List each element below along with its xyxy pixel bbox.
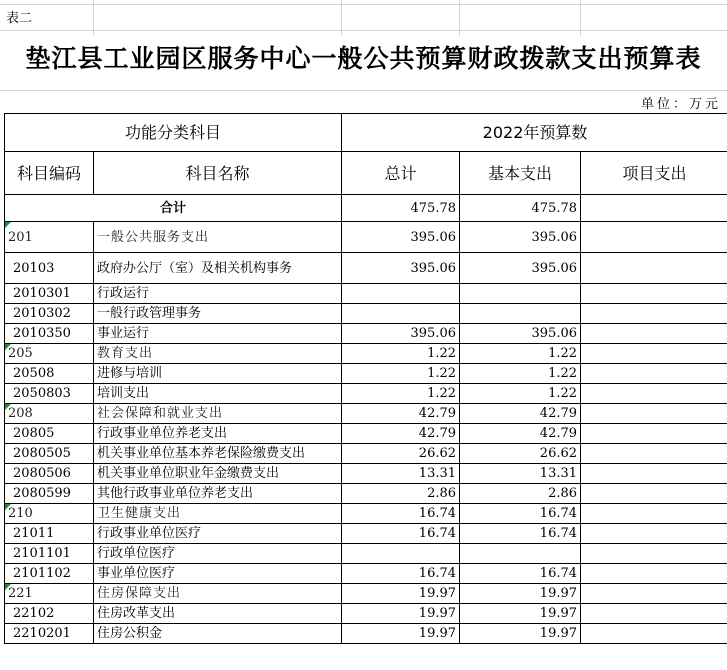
basic-cell[interactable]: 13.31 [460,464,581,484]
code-cell[interactable]: 22102 [5,604,94,624]
name-cell[interactable]: 一般行政管理事务 [94,304,342,324]
code-cell[interactable]: 205 [5,344,94,364]
header-budget-year[interactable]: 2022年预算数 [342,114,727,152]
sheet-label: 表二 [4,7,34,26]
code-cell[interactable]: 210 [5,504,94,524]
total-total[interactable]: 475.78 [342,195,460,222]
code-cell[interactable]: 2050803 [5,384,94,404]
project-cell[interactable] [581,564,727,584]
basic-cell[interactable]: 2.86 [460,484,581,504]
table-row [5,524,727,544]
header-basic[interactable]: 基本支出 [460,152,581,195]
name-cell[interactable]: 行政事业单位医疗 [94,524,342,544]
code-cell[interactable]: 2010301 [5,284,94,304]
unit-label: 单位：万元 [637,93,721,112]
table-row [5,604,727,624]
table-row [5,384,727,404]
total-cell[interactable] [342,284,460,304]
code-cell[interactable]: 221 [5,584,94,604]
table-row [5,444,727,464]
project-cell[interactable] [581,464,727,484]
table-row [5,504,727,524]
basic-cell[interactable] [460,304,581,324]
name-cell[interactable]: 一般公共服务支出 [94,222,342,253]
header-total[interactable]: 总计 [342,152,460,195]
cell-comment-flag-icon [5,584,11,590]
basic-cell[interactable]: 19.97 [460,624,581,644]
total-cell[interactable]: 16.74 [342,524,460,544]
name-cell[interactable]: 进修与培训 [94,364,342,384]
total-cell[interactable]: 395.06 [342,253,460,284]
total-cell[interactable]: 13.31 [342,464,460,484]
basic-cell[interactable]: 19.97 [460,604,581,624]
name-cell[interactable]: 事业运行 [94,324,342,344]
code-cell[interactable]: 2010350 [5,324,94,344]
basic-cell[interactable]: 19.97 [460,584,581,604]
basic-cell[interactable]: 16.74 [460,504,581,524]
name-cell[interactable]: 培训支出 [94,384,342,404]
project-cell[interactable] [581,504,727,524]
project-cell[interactable] [581,444,727,464]
total-cell[interactable]: 1.22 [342,344,460,364]
name-cell[interactable]: 政府办公厅（室）及相关机构事务 [94,253,342,284]
table-row [5,624,727,644]
table-row [5,484,727,504]
table-row [5,284,727,304]
basic-cell[interactable]: 395.06 [460,253,581,284]
name-cell[interactable]: 行政事业单位养老支出 [94,424,342,444]
table-row [5,404,727,424]
project-cell[interactable] [581,253,727,284]
basic-cell[interactable] [460,284,581,304]
table-row [5,544,727,564]
total-cell[interactable]: 26.62 [342,444,460,464]
total-cell[interactable]: 16.74 [342,564,460,584]
basic-cell[interactable]: 16.74 [460,524,581,544]
table-row [5,344,727,364]
table-row [5,364,727,384]
total-cell[interactable]: 42.79 [342,404,460,424]
code-cell[interactable]: 21011 [5,524,94,544]
name-cell[interactable]: 住房公积金 [94,624,342,644]
code-cell[interactable]: 2080599 [5,484,94,504]
basic-cell[interactable]: 16.74 [460,564,581,584]
total-cell[interactable]: 19.97 [342,624,460,644]
table-row [5,424,727,444]
name-cell[interactable]: 住房改革支出 [94,604,342,624]
project-cell[interactable] [581,344,727,364]
basic-cell[interactable]: 395.06 [460,324,581,344]
code-cell[interactable]: 2210201 [5,624,94,644]
project-cell[interactable] [581,324,727,344]
total-cell[interactable]: 42.79 [342,424,460,444]
header-code[interactable]: 科目编码 [5,152,94,195]
total-cell[interactable]: 395.06 [342,222,460,253]
table-row [5,222,727,253]
code-cell[interactable]: 201 [5,222,94,253]
code-cell[interactable]: 2101102 [5,564,94,584]
total-cell[interactable]: 1.22 [342,384,460,404]
basic-cell[interactable]: 42.79 [460,424,581,444]
code-cell[interactable]: 20805 [5,424,94,444]
project-cell[interactable] [581,304,727,324]
total-cell[interactable]: 19.97 [342,584,460,604]
code-cell[interactable]: 2080506 [5,464,94,484]
total-cell[interactable] [342,544,460,564]
header-name[interactable]: 科目名称 [94,152,342,195]
project-cell[interactable] [581,484,727,504]
code-cell[interactable]: 2101101 [5,544,94,564]
project-cell[interactable] [581,404,727,424]
total-row [5,195,727,222]
page-title: 垫江县工业园区服务中心一般公共预算财政拨款支出预算表 [0,36,727,82]
project-cell[interactable] [581,624,727,644]
name-cell[interactable]: 行政单位医疗 [94,544,342,564]
project-cell[interactable] [581,364,727,384]
name-cell[interactable]: 社会保障和就业支出 [94,404,342,424]
cell-comment-flag-icon [5,404,11,410]
code-cell[interactable]: 20103 [5,253,94,284]
total-label[interactable]: 合计 [5,195,342,222]
cell-comment-flag-icon [5,344,11,350]
basic-cell[interactable]: 395.06 [460,222,581,253]
name-cell[interactable]: 住房保障支出 [94,584,342,604]
code-cell[interactable]: 20508 [5,364,94,384]
table-row [5,464,727,484]
basic-cell[interactable]: 1.22 [460,384,581,404]
total-cell[interactable]: 2.86 [342,484,460,504]
code-cell[interactable]: 208 [5,404,94,424]
total-cell[interactable]: 16.74 [342,504,460,524]
cell-comment-flag-icon [5,504,11,510]
total-project[interactable] [581,195,727,222]
total-cell[interactable]: 19.97 [342,604,460,624]
name-cell[interactable]: 教育支出 [94,344,342,364]
code-cell[interactable]: 2010302 [5,304,94,324]
header-func-category[interactable]: 功能分类科目 [5,114,342,152]
total-cell[interactable]: 1.22 [342,364,460,384]
name-cell[interactable]: 行政运行 [94,284,342,304]
table-row [5,324,727,344]
project-cell[interactable] [581,524,727,544]
basic-cell[interactable]: 42.79 [460,404,581,424]
basic-cell[interactable]: 1.22 [460,344,581,364]
total-cell[interactable]: 395.06 [342,324,460,344]
project-cell[interactable] [581,604,727,624]
total-cell[interactable] [342,304,460,324]
header-project[interactable]: 项目支出 [581,152,727,195]
table-row [5,304,727,324]
name-cell[interactable]: 机关事业单位职业年金缴费支出 [94,464,342,484]
name-cell[interactable]: 事业单位医疗 [94,564,342,584]
name-cell[interactable]: 机关事业单位基本养老保险缴费支出 [94,444,342,464]
name-cell[interactable]: 卫生健康支出 [94,504,342,524]
budget-table [4,113,727,644]
header-row-1 [5,114,727,152]
total-basic[interactable]: 475.78 [460,195,581,222]
project-cell[interactable] [581,584,727,604]
project-cell[interactable] [581,424,727,444]
basic-cell[interactable]: 26.62 [460,444,581,464]
basic-cell[interactable]: 1.22 [460,364,581,384]
project-cell[interactable] [581,384,727,404]
header-row-2 [5,152,727,195]
basic-cell[interactable] [460,544,581,564]
project-cell[interactable] [581,222,727,253]
table-row [5,584,727,604]
project-cell[interactable] [581,544,727,564]
table-row [5,564,727,584]
table-row [5,253,727,284]
name-cell[interactable]: 其他行政事业单位养老支出 [94,484,342,504]
project-cell[interactable] [581,284,727,304]
code-cell[interactable]: 2080505 [5,444,94,464]
cell-comment-flag-icon [5,222,11,228]
